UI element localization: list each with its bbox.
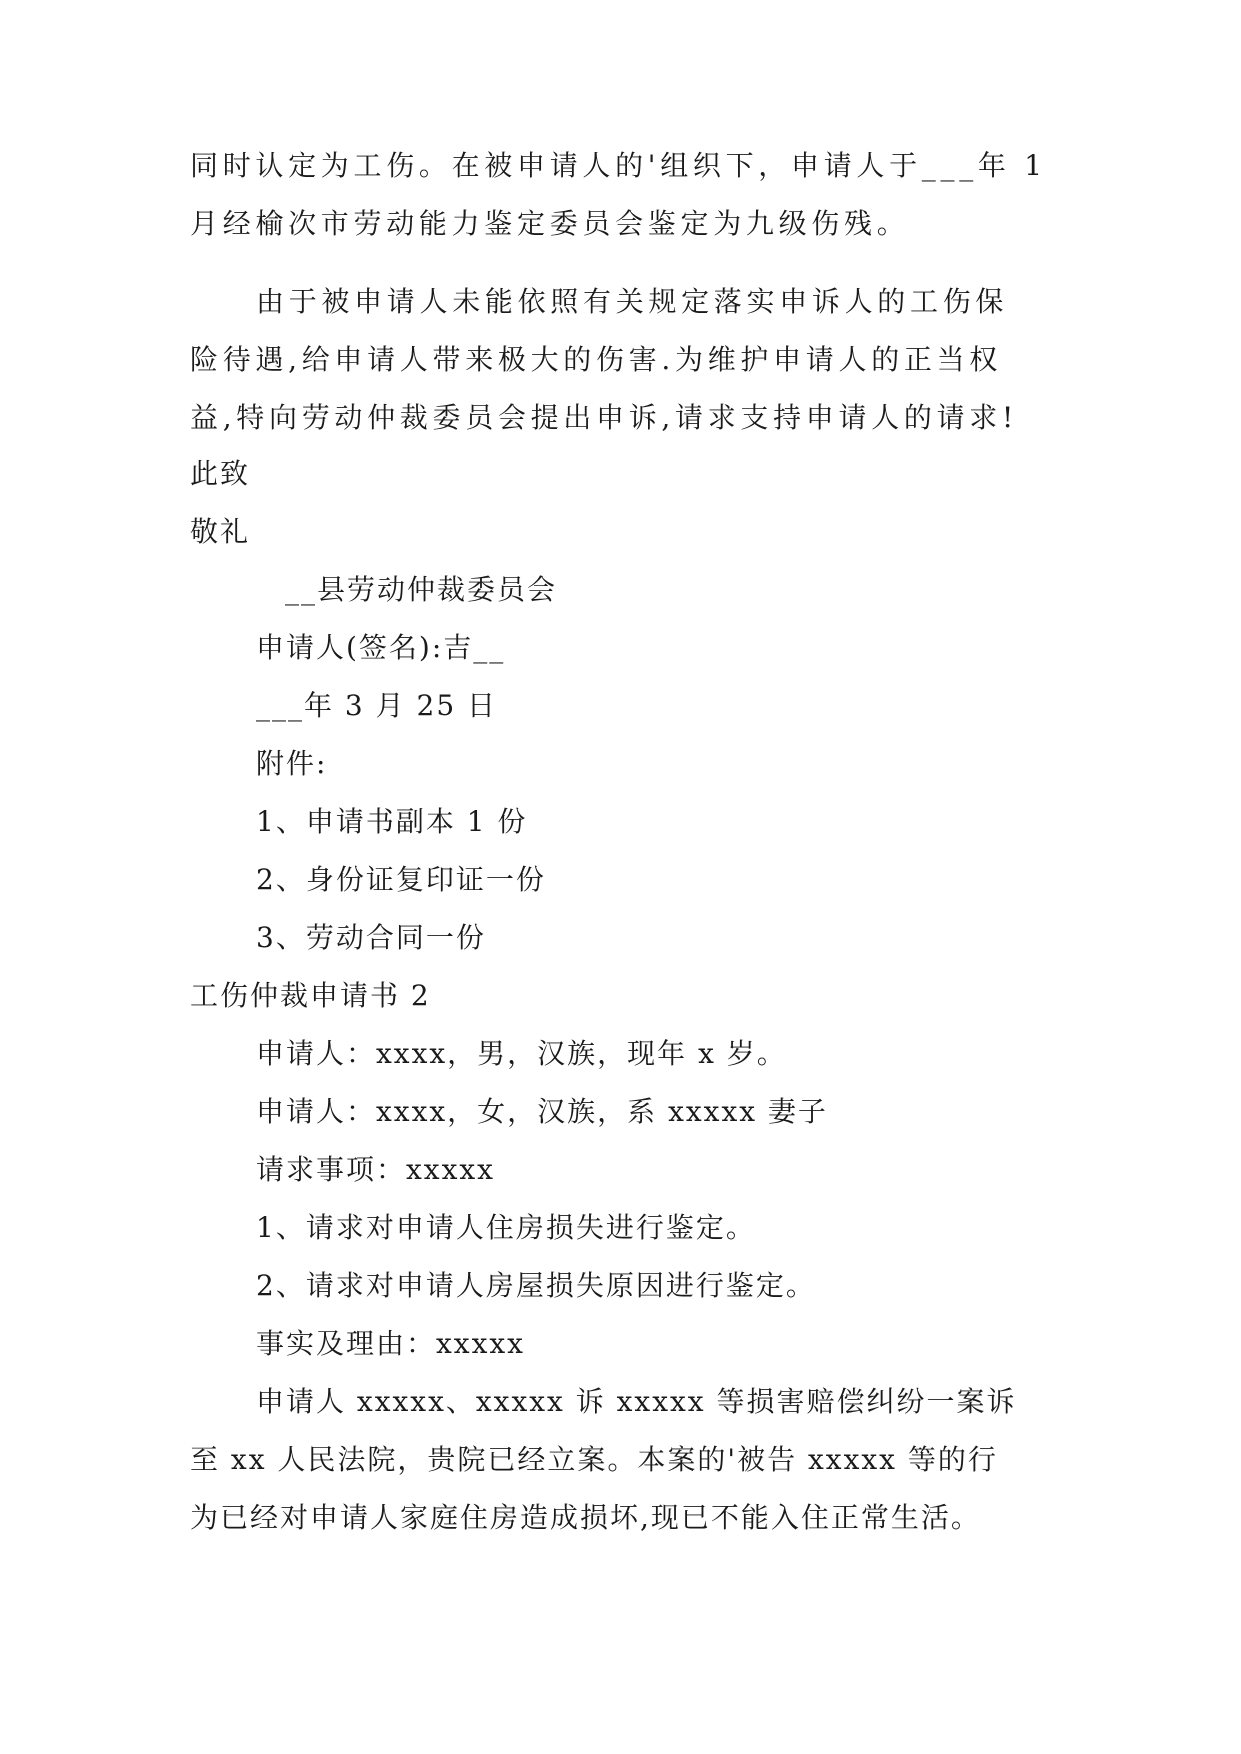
attachment-item: 2、身份证复印证一份: [256, 863, 546, 896]
request-item: 2、请求对申请人房屋损失原因进行鉴定。: [256, 1269, 816, 1302]
attachment-heading: 附件:: [256, 747, 328, 780]
signature-line: 申请人(签名):吉__: [256, 631, 506, 664]
attachment-item: 3、劳动合同一份: [256, 921, 486, 954]
closing-line: 敬礼: [190, 515, 251, 548]
date-line: ___年 3 月 25 日: [256, 689, 498, 722]
paragraph-line: 同时认定为工伤。在被申请人的'组织下，申请人于___年 1: [190, 149, 1047, 182]
applicant-line: 申请人：xxxx，女，汉族，系 xxxxx 妻子: [256, 1095, 828, 1128]
request-item: 1、请求对申请人住房损失进行鉴定。: [256, 1211, 756, 1244]
paragraph-line: 益,特向劳动仲裁委员会提出申诉,请求支持申请人的请求!: [190, 401, 1018, 434]
paragraph-line: 险待遇,给申请人带来极大的伤害.为维护申请人的正当权: [190, 343, 1003, 376]
applicant-line: 申请人：xxxx，男，汉族，现年 x 岁。: [256, 1037, 787, 1070]
paragraph-line: 至 xx 人民法院，贵院已经立案。本案的'被告 xxxxx 等的行: [190, 1443, 998, 1476]
section-title: 工伤仲裁申请书 2: [190, 979, 431, 1012]
paragraph-line: 由于被申请人未能依照有关规定落实申诉人的工伤保: [256, 285, 1009, 318]
closing-line: 此致: [190, 457, 251, 490]
paragraph-line: 申请人 xxxxx、xxxxx 诉 xxxxx 等损害赔偿纠纷一案诉: [256, 1385, 1017, 1418]
recipient-line: __县劳动仲裁委员会: [285, 573, 558, 606]
paragraph-line: 为已经对申请人家庭住房造成损坏,现已不能入住正常生活。: [190, 1501, 981, 1534]
paragraph-line: 月经榆次市劳动能力鉴定委员会鉴定为九级伤残。: [190, 207, 910, 240]
request-heading: 请求事项：xxxxx: [256, 1153, 495, 1186]
facts-heading: 事实及理由：xxxxx: [256, 1327, 525, 1360]
attachment-item: 1、申请书副本 1 份: [256, 805, 528, 838]
